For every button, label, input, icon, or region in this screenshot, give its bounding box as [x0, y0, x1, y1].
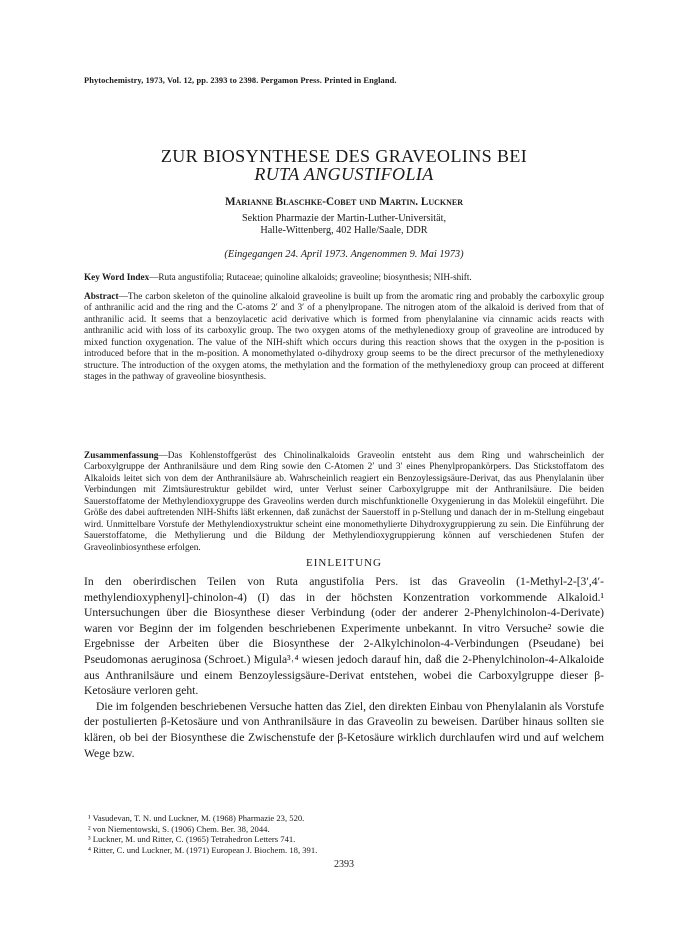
- journal-citation: Phytochemistry, 1973, Vol. 12, pp. 2393 to 2398. Pergamon Press. Printed in England.: [84, 76, 397, 85]
- affiliation: [84, 213, 604, 237]
- affiliation-line-1: Sektion Pharmazie der Martin-Luther-Universität,: [241, 213, 447, 224]
- footnote-3: ³ Luckner, M. und Ritter, C. (1965) Tetrahedron Letters 741.: [88, 834, 296, 844]
- footnote-2: ² von Niementowski, S. (1906) Chem. Ber. 38, 2044.: [88, 823, 270, 834]
- received-dates: (Eingegangen 24. April 1973. Angenommen 9. Mai 1973): [224, 249, 464, 260]
- keywords-text: —Ruta angustifolia; Rutaceae; quinoline alkaloids; graveoline; biosynthesis; NIH-shift.: [149, 272, 472, 282]
- footnote-1: ¹ Vasudevan, T. N. und Luckner, M. (1968) Pharmazie 23, 520.: [88, 813, 305, 823]
- abstract: [84, 292, 604, 384]
- paragraph-2: Die im folgenden beschriebenen Versuche hatten das Ziel, den direkten Einbau von Phenylalanin als Vorstufe der postulierten β-Ketosäure und von Anthranilsäure in das Graveolin zu beweisen. Darüber hinaus sollten sie klären, ob bei der Biosynthese die Zwischenstufe der β-Ketosäure wirklich durchlaufen wird und auf welchem Wege bzw.: [84, 699, 604, 760]
- body-text: [84, 574, 604, 761]
- keywords: [84, 272, 604, 283]
- zusammenfassung: [84, 451, 604, 554]
- title-line-1: ZUR BIOSYNTHESE DES GRAVEOLINS BEI: [160, 146, 528, 166]
- paper-title: [84, 147, 604, 183]
- abstract-label: Abstract: [84, 292, 119, 302]
- paragraph-1: In den oberirdischen Teilen von Ruta angustifolia Pers. ist das Graveolin (1-Methyl-2-[3′,4′-methylendioxyphenyl]-chinolon-4) (I) das in der höchsten Konzentration vorkommende Alkaloid.¹ Untersuchungen über die Biosynthese dieser Verbindung (oder der anderer 2-Phenylchinolon-4-Derivate) waren vor Beginn der im folgenden beschriebenen Experimente unbekannt. In vitro Versuche² sowie die Ergebnisse der Arbeiten über die Biosynthese der 2-Alkylchinolon-4-Verbindungen (Pseudane) bei Pseudomonas aeruginosa (Schroet.) Migula³˒⁴ wiesen jedoch darauf hin, daß die 2-Phenylchinolon-4-Alkaloide aus Anthranilsäure und einem Benzoylessigsäure-Derivat entstehen, wobei die Carboxylgruppe dieser β-Ketosäure verloren geht.: [84, 575, 604, 698]
- section-heading: EINLEITUNG: [306, 557, 382, 569]
- keywords-label: Key Word Index: [84, 272, 150, 282]
- page-number: 2393: [334, 859, 354, 870]
- affiliation-line-2: Halle-Wittenberg, 402 Halle/Saale, DDR: [260, 225, 428, 236]
- footnote-4: ⁴ Ritter, C. und Luckner, M. (1971) European J. Biochem. 18, 391.: [88, 844, 318, 855]
- footnotes: [84, 813, 604, 855]
- authors: Marianne Blaschke-Cobet und Martin. Luckner: [224, 196, 464, 208]
- abstract-text: —The carbon skeleton of the quinoline alkaloid graveoline is built up from the aromatic ring and probably the carboxylic group of anthranilic acid and the ring and the C-atoms 2′ and 3′ of a phenylpropane. The nitrogen atom of the alkaloid is derived from that of anthranilic acid. It seems that a benzoylacetic acid derivative which is formed from phenylalanine via cinnamic acids reacts with anthranilic acid with loss of its carboxylic group. The two oxygen atoms of the methylenedioxy group of graveoline are introduced by mixed function oxygenation. The value of the NIH-shift which occurs during this reaction shows that the oxygen in the p-position is introduced before that in the m-position. A monomethylated o-dihydroxy group seems to be the direct precursor of the methylenedioxy structure. The introduction of the oxygen atoms, the methylation and the formation of the methylenedioxy group can proceed at different stages in the pathway of graveoline biosynthesis.: [84, 292, 604, 383]
- title-line-2: RUTA ANGUSTIFOLIA: [254, 164, 434, 184]
- zusammenfassung-text: —Das Kohlenstoffgerüst des Chinolinalkaloids Graveolin entsteht aus dem Ring und wahrscheinlich der Carboxylgruppe der Anthranilsäure und dem Ring sowie den C-Atomen 2′ und 3′ eines Phenylpropankörpers. Das Stickstoffatom des Alkaloids leitet sich von dem der Anthranilsäure ab. Wahrscheinlich reagiert ein Benzoylessigsäure-Derivat, das aus Phenylalanin über Verbindungen mit Zimtsäurestruktur gebildet wird, unter Verlust seiner Carboxylgruppe mit der Anthranilsäure. Die beiden Sauerstoffatome der Methylendioxygruppe des Graveolins werden durch mischfunktionelle Oxygenierung in das Molekül eingeführt. Die Größe des dabei auftretenden NIH-Shifts läßt erkennen, daß zunächst der Sauerstoff in p-Stellung und danach der in m-Stellung eingebaut wird. Unmittelbare Vorstufe der Methylendioxystruktur scheint eine monomethylierte Dihydroxygruppierung zu sein. Die Einführung der Sauerstoffatome, die Methylierung und die Bildung der Methylendioxygruppierung können auf verschiedenen Stufen der Graveolinbiosynthese erfolgen.: [84, 451, 604, 553]
- zusammenfassung-label: Zusammenfassung: [84, 451, 159, 461]
